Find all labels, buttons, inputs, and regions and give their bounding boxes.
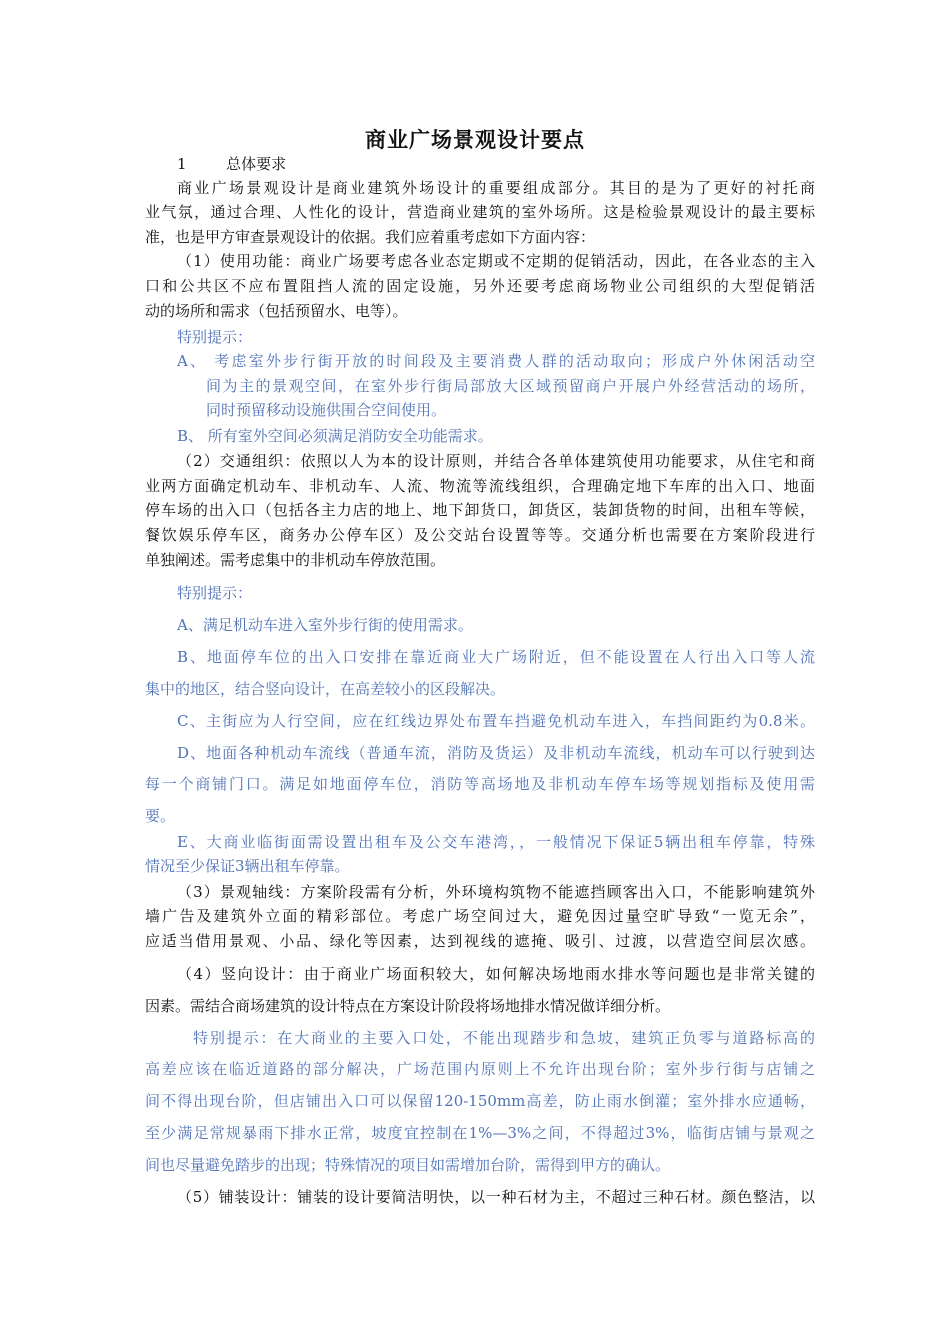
tip-line: 高差应该在临近道路的部分解决，广场范围内原则上不允许出现台阶；室外步行街与店铺之 — [145, 1060, 815, 1078]
tip-line: 集中的地区，结合竖向设计，在高差较小的区段解决。 — [145, 680, 506, 698]
tip-line: A、 考虑室外步行街开放的时间段及主要消费人群的活动取向；形成户外休闲活动空 — [177, 352, 815, 370]
tip-heading: 特别提示： — [177, 584, 253, 602]
paragraph-line: （2）交通组织：依照以人为本的设计原则，并结合各单体建筑使用功能要求，从住宅和商 — [177, 452, 815, 470]
tip-line: 特别提示：在大商业的主要入口处，不能出现踏步和急坡，建筑正负零与道路标高的 — [193, 1029, 815, 1047]
tip-line: E、大商业临街面需设置出租车及公交车港湾，，一般情况下保证5辆出租车停靠，特殊 — [177, 833, 815, 851]
paragraph-line: 商业广场景观设计是商业建筑外场设计的重要组成部分。其目的是为了更好的衬托商 — [177, 179, 815, 197]
document-title: 商业广场景观设计要点 — [365, 127, 585, 152]
section-title: 总体要求 — [226, 155, 287, 173]
section-number: 1 — [177, 155, 187, 173]
paragraph-line: 口和公共区不应布置阻挡人流的固定设施，另外还要考虑商场物业公司组织的大型促销活 — [145, 277, 815, 295]
paragraph-line: （3）景观轴线：方案阶段需有分析，外环境构筑物不能遮挡顾客出入口，不能影响建筑外 — [177, 883, 815, 901]
tip-line: A、满足机动车进入室外步行街的使用需求。 — [177, 616, 473, 634]
paragraph-line: （4）竖向设计：由于商业广场面积较大，如何解决场地雨水排水等问题也是非常关键的 — [177, 965, 815, 983]
paragraph-line: 停车场的出入口（包括各主力店的地上、地下卸货口，卸货区，装卸货物的时间，出租车等候， — [145, 501, 815, 519]
paragraph-line: 业两方面确定机动车、非机动车、人流、物流等流线组织，合理确定地下车库的出入口、地面 — [145, 477, 815, 495]
tip-line: D、地面各种机动车流线（普通车流，消防及货运）及非机动车流线，机动车可以行驶到达 — [177, 744, 815, 762]
tip-line: B、 所有室外空间必须满足消防安全功能需求。 — [177, 427, 493, 445]
paragraph-line: 餐饮娱乐停车区，商务办公停车区）及公交站台设置等等。交通分析也需要在方案阶段进行 — [145, 526, 815, 544]
paragraph-line: 动的场所和需求（包括预留水、电等）。 — [145, 302, 408, 320]
tip-line: 同时预留移动设施供围合空间使用。 — [206, 401, 447, 419]
tip-line: 情况至少保证3辆出租车停靠。 — [145, 857, 350, 875]
paragraph-line: 墙广告及建筑外立面的精彩部位。考虑广场空间过大，避免因过量空旷导致“一览无余”， — [145, 907, 815, 925]
paragraph-line: 因素。需结合商场建筑的设计特点在方案设计阶段将场地排水情况做详细分析。 — [145, 997, 671, 1015]
tip-line: 间不得出现台阶，但店铺出入口可以保留120-150mm高差，防止雨水倒灌；室外排水应通畅， — [145, 1092, 815, 1110]
paragraph-line: 业气氛，通过合理、人性化的设计，营造商业建筑的室外场所。这是检验景观设计的最主要标 — [145, 203, 815, 221]
tip-line: B、地面停车位的出入口安排在靠近商业大广场附近，但不能设置在人行出入口等人流 — [177, 648, 815, 666]
paragraph-line: 应适当借用景观、小品、绿化等因素，达到视线的遮掩、吸引、过渡，以营造空间层次感。 — [145, 932, 815, 950]
tip-line: 间为主的景观空间，在室外步行街局部放大区域预留商户开展户外经营活动的场所， — [206, 377, 815, 395]
tip-line: 要。 — [145, 807, 176, 825]
paragraph-line: （5）铺装设计：铺装的设计要简洁明快，以一种石材为主，不超过三种石材。颜色整洁，以 — [177, 1188, 815, 1206]
tip-line: 每一个商铺门口。满足如地面停车位，消防等高场地及非机动车停车场等规划指标及使用需 — [145, 775, 815, 793]
tip-line: 至少满足常规暴雨下排水正常，坡度宜控制在1%—3%之间，不得超过3%，临街店铺与景观之 — [145, 1124, 815, 1142]
tip-line: 间也尽量避免踏步的出现；特殊情况的项目如需增加台阶，需得到甲方的确认。 — [145, 1156, 671, 1174]
tip-line: C、主街应为人行空间，应在红线边界处布置车挡避免机动车进入，车挡间距约为0.8米。 — [177, 712, 815, 730]
section-heading — [177, 154, 317, 174]
paragraph-line: 准，也是甲方审查景观设计的依据。我们应着重考虑如下方面内容： — [145, 228, 596, 246]
paragraph-line: （1）使用功能：商业广场要考虑各业态定期或不定期的促销活动，因此，在各业态的主入 — [177, 252, 815, 270]
tip-heading: 特别提示： — [177, 328, 253, 346]
paragraph-line: 单独阐述。需考虑集中的非机动车停放范围。 — [145, 551, 446, 569]
